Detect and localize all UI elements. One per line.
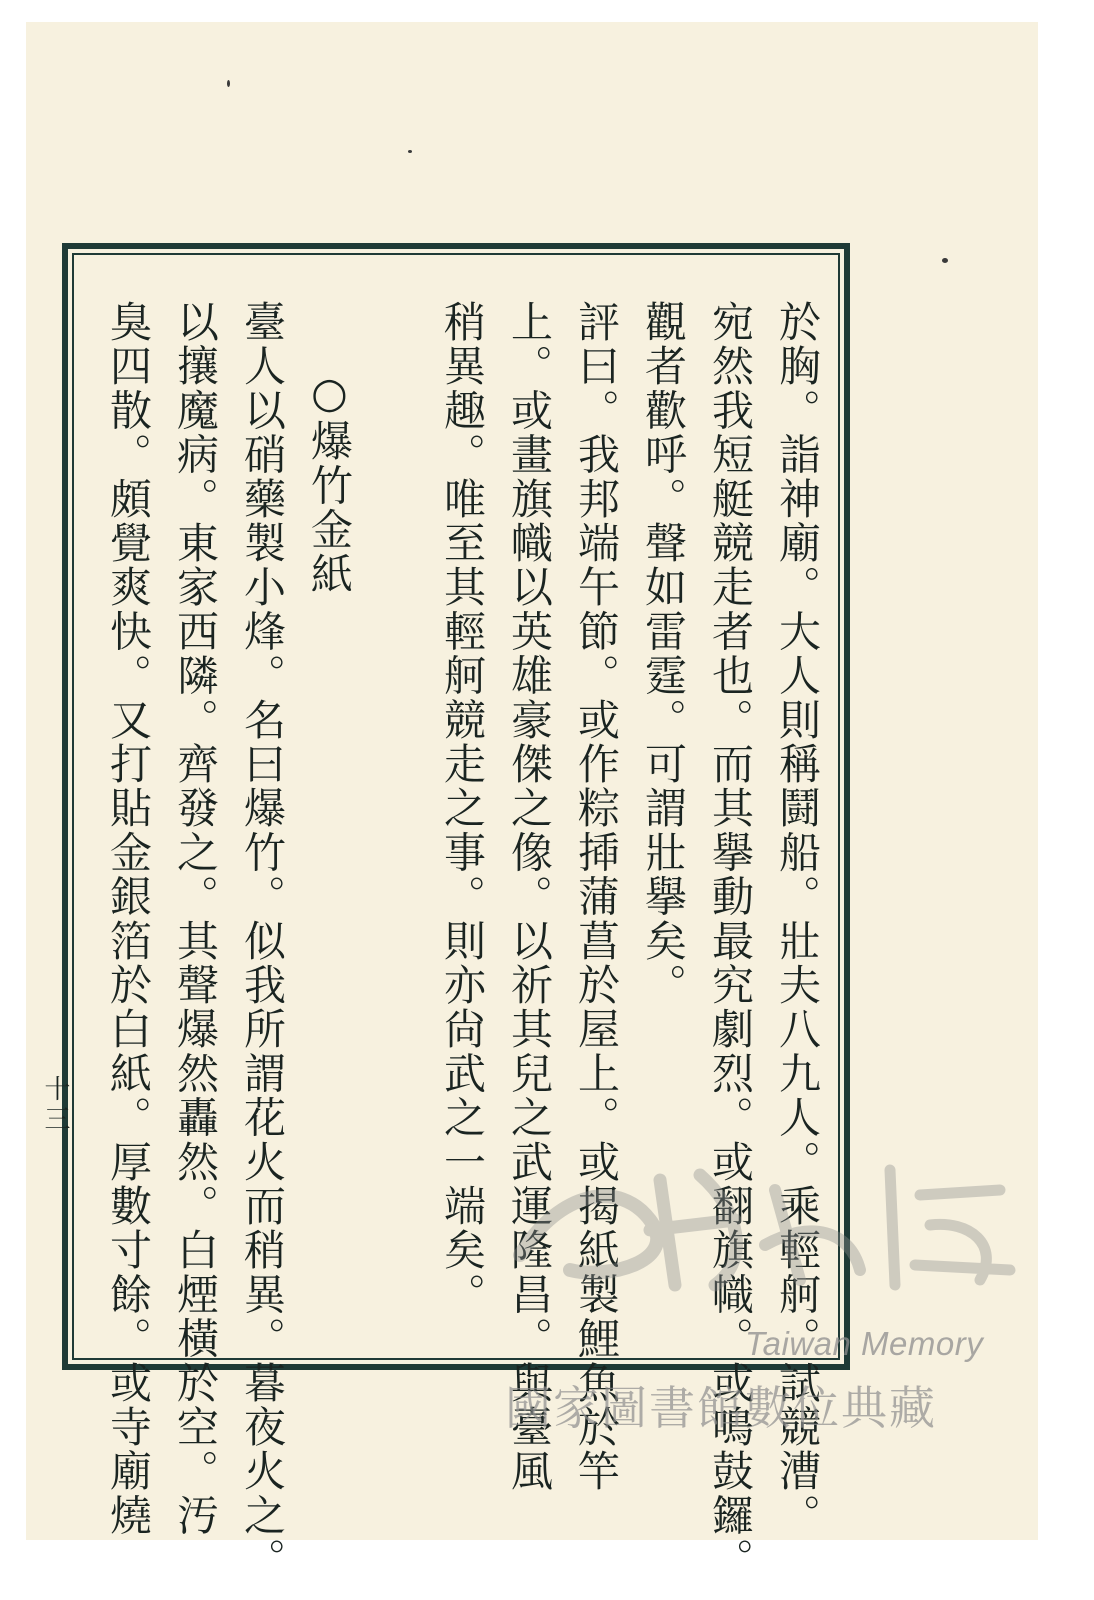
ink-speck (408, 150, 412, 153)
text-column-10: 臭四散。頗覺爽快。又打貼金銀箔於白紙。厚數寸餘。或寺廟燒 (104, 300, 153, 1538)
ink-speck (942, 258, 948, 263)
text-column-4: 評曰。我邦端午節。或作粽揷蒲菖於屋上。或揭紙製鯉魚於竿 (572, 300, 621, 1494)
watermark-english: Taiwan Memory (745, 1325, 984, 1362)
text-column-2: 宛然我短艇競走者也。而其擧動最究劇烈。或翻旗幟。或鳴鼓鑼。 (706, 300, 755, 1582)
text-column-6: 稍異趣。唯至其輕舸競走之事。則亦尙武之一端矣。 (438, 300, 487, 1317)
ink-speck (227, 80, 230, 87)
text-column-5: 上。或畫旗幟以英雄豪傑之像。以祈其兒之武運隆昌。與臺風 (505, 300, 554, 1494)
text-column-8: 臺人以硝藥製小烽。名曰爆竹。似我所謂花火而稍異。暮夜火之。 (238, 300, 287, 1582)
text-column-1: 於胸。詣神廟。大人則稱鬪船。壯夫八九人。乘輕舸。試競漕。 (773, 300, 822, 1538)
page-number: 十三 (40, 1075, 70, 1135)
watermark-chinese: 國家圖書館數位典藏 (505, 1381, 937, 1435)
text-column-9: 以攘魔病。東家西隣。齊發之。其聲爆然轟然。白煙橫於空。汚 (171, 300, 220, 1538)
watermark-logo (500, 1150, 1020, 1295)
section-heading: ○爆竹金紙 (305, 368, 354, 596)
text-column-3: 觀者歡呼。聲如雷霆。可謂壯擧矣。 (639, 300, 688, 1008)
